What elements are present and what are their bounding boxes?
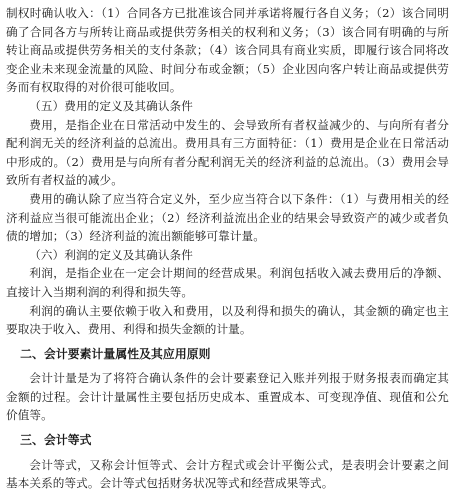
paragraph-revenue-conditions: 制权时确认收入：（1）合同各方已批准该合同并承诺将履行各自义务；（2）该合同明确了合同各方与所转让商品或提供劳务相关的权利和义务；（3）该合同有明确的与所转让商品或提供劳务相关的支付条款；（4）该合同具有商业实质，即履行该合同将改变企业未来现金流量的风险、时间分布或金额；（5）企业因向客户转让商品或提供劳务而有权取得的对价很可能收回。: [6, 6, 449, 95]
section-heading-accounting-equation: 三、会计等式: [20, 433, 92, 448]
section-heading-measurement: 二、会计要素计量属性及其应用原则: [20, 346, 211, 361]
subheading-profit-definition: （六）利润的定义及其确认条件: [29, 247, 193, 262]
paragraph-expense-definition: 费用，是指企业在日常活动中发生的、会导致所有者权益减少的、与向所有者分配利润无关的经济利益的总流出。费用具有三方面特征：（1）费用是企业在日常活动中形成的。（2）费用是与向所有者分配利润无关的经济利益的总流出。（3）费用会导致所有者权益的减少。: [6, 117, 449, 188]
subheading-expense-definition: （五）费用的定义及其确认条件: [29, 98, 193, 113]
paragraph-measurement: 会计计量是为了将符合确认条件的会计要素登记入账并列报于财务报表而确定其金额的过程。会计计量属性主要包括历史成本、重置成本、可变现净值、现值和公允价值等。: [6, 371, 449, 423]
paragraph-profit-recognition: 利润的确认主要依赖于收入和费用，以及利得和损失的确认，其金额的确定也主要取决于收入、费用、利得和损失金额的计量。: [6, 303, 449, 337]
paragraph-profit-definition: 利润，是指企业在一定会计期间的经营成果。利润包括收入减去费用后的净额、直接计入当期利润的利得和损失等。: [6, 266, 449, 299]
paragraph-expense-recognition: 费用的确认除了应当符合定义外，至少应当符合以下条件：（1）与费用相关的经济利益应当很可能流出企业；（2）经济利益流出企业的结果会导致资产的减少或者负债的增加；（3）经济利益的流出额能够可靠计量。: [6, 191, 449, 244]
paragraph-accounting-equation: 会计等式，又称会计恒等式、会计方程式或会计平衡公式，是表明会计要素之间基本关系的等式。会计等式包括财务状况等式和经营成果等式。: [6, 457, 449, 491]
